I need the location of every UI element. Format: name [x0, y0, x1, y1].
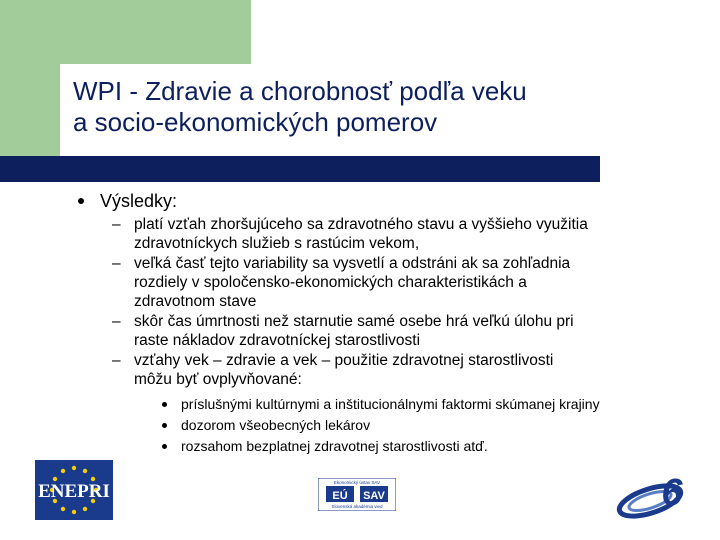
- bullet-heading: [78, 190, 708, 212]
- factor-item: [78, 415, 708, 436]
- factor-item: [78, 436, 708, 457]
- dash-marker: –: [112, 216, 121, 233]
- slide-content: [78, 190, 708, 457]
- factor-text: príslušnými kultúrnymi a inštitucionálnymi faktormi skúmanej krajiny: [181, 396, 600, 412]
- factor-text: rozsahom bezplatnej zdravotnej starostlivosti atď.: [181, 438, 488, 454]
- slide-title-line-2: a socio-ekonomických pomerov: [73, 107, 438, 137]
- bullet-dot-icon: [78, 198, 84, 204]
- result-text-line: platí vzťah zhoršujúceho sa zdravotného stavu a vyššieho využitia: [134, 216, 588, 233]
- result-text-line: zdravotníckych služieb s rastúcim vekom,: [134, 235, 420, 252]
- factor-item: [78, 394, 708, 415]
- results-list: [78, 215, 708, 389]
- result-text-line: vzťahy vek – zdravie a vek – použitie zdravotnej starostlivosti: [134, 352, 554, 369]
- result-text-line: veľká časť tejto variability sa vysvetlí a odstráni ak sa zohľadnia: [134, 255, 571, 272]
- slide-title: [73, 76, 703, 138]
- enepri-logo: [35, 460, 113, 520]
- eu-sav-bottom-text: Slovenská akadémia vied: [331, 504, 383, 509]
- dash-marker: –: [112, 313, 121, 330]
- bullet-dot-icon: [162, 423, 167, 428]
- result-text-line: môžu byť ovplyvňované:: [134, 371, 302, 388]
- eu-sav-right-text: SAV: [363, 490, 385, 502]
- enepri-logo-text: ENEPRI: [38, 481, 110, 502]
- dash-marker: –: [112, 255, 121, 272]
- fp6-logo: [612, 467, 702, 519]
- result-item: [78, 312, 708, 350]
- result-item: [78, 351, 708, 389]
- factors-list: [78, 394, 708, 457]
- title-bar-left-segment: [0, 161, 60, 182]
- bullet-dot-icon: [162, 402, 167, 407]
- bullet-dot-icon: [162, 444, 167, 449]
- result-text-line: zdravotnom stave: [134, 293, 257, 310]
- eu-sav-top-text: Ekonomický ústav SAV: [333, 480, 381, 485]
- title-underline-bar: [0, 156, 600, 182]
- dash-marker: –: [112, 352, 121, 369]
- result-item: [78, 254, 708, 311]
- heading-text: Výsledky:: [100, 191, 178, 211]
- result-text-line: skôr čas úmrtnosti než starnutie samé osebe hrá veľkú úlohu pri: [134, 313, 574, 330]
- slide-title-line-1: WPI - Zdravie a chorobnosť podľa veku: [73, 76, 527, 106]
- eu-sav-left-text: EÚ: [332, 490, 348, 502]
- factor-text: dozorom všeobecných lekárov: [181, 417, 371, 433]
- result-text-line: raste nákladov zdravotníckej starostlivosti: [134, 332, 421, 349]
- eu-sav-logo: [318, 478, 396, 511]
- result-text-line: rozdiely v spoločensko-ekonomických charakteristikách a: [134, 274, 527, 291]
- result-item: [78, 215, 708, 253]
- fp6-digit: 6: [661, 472, 683, 514]
